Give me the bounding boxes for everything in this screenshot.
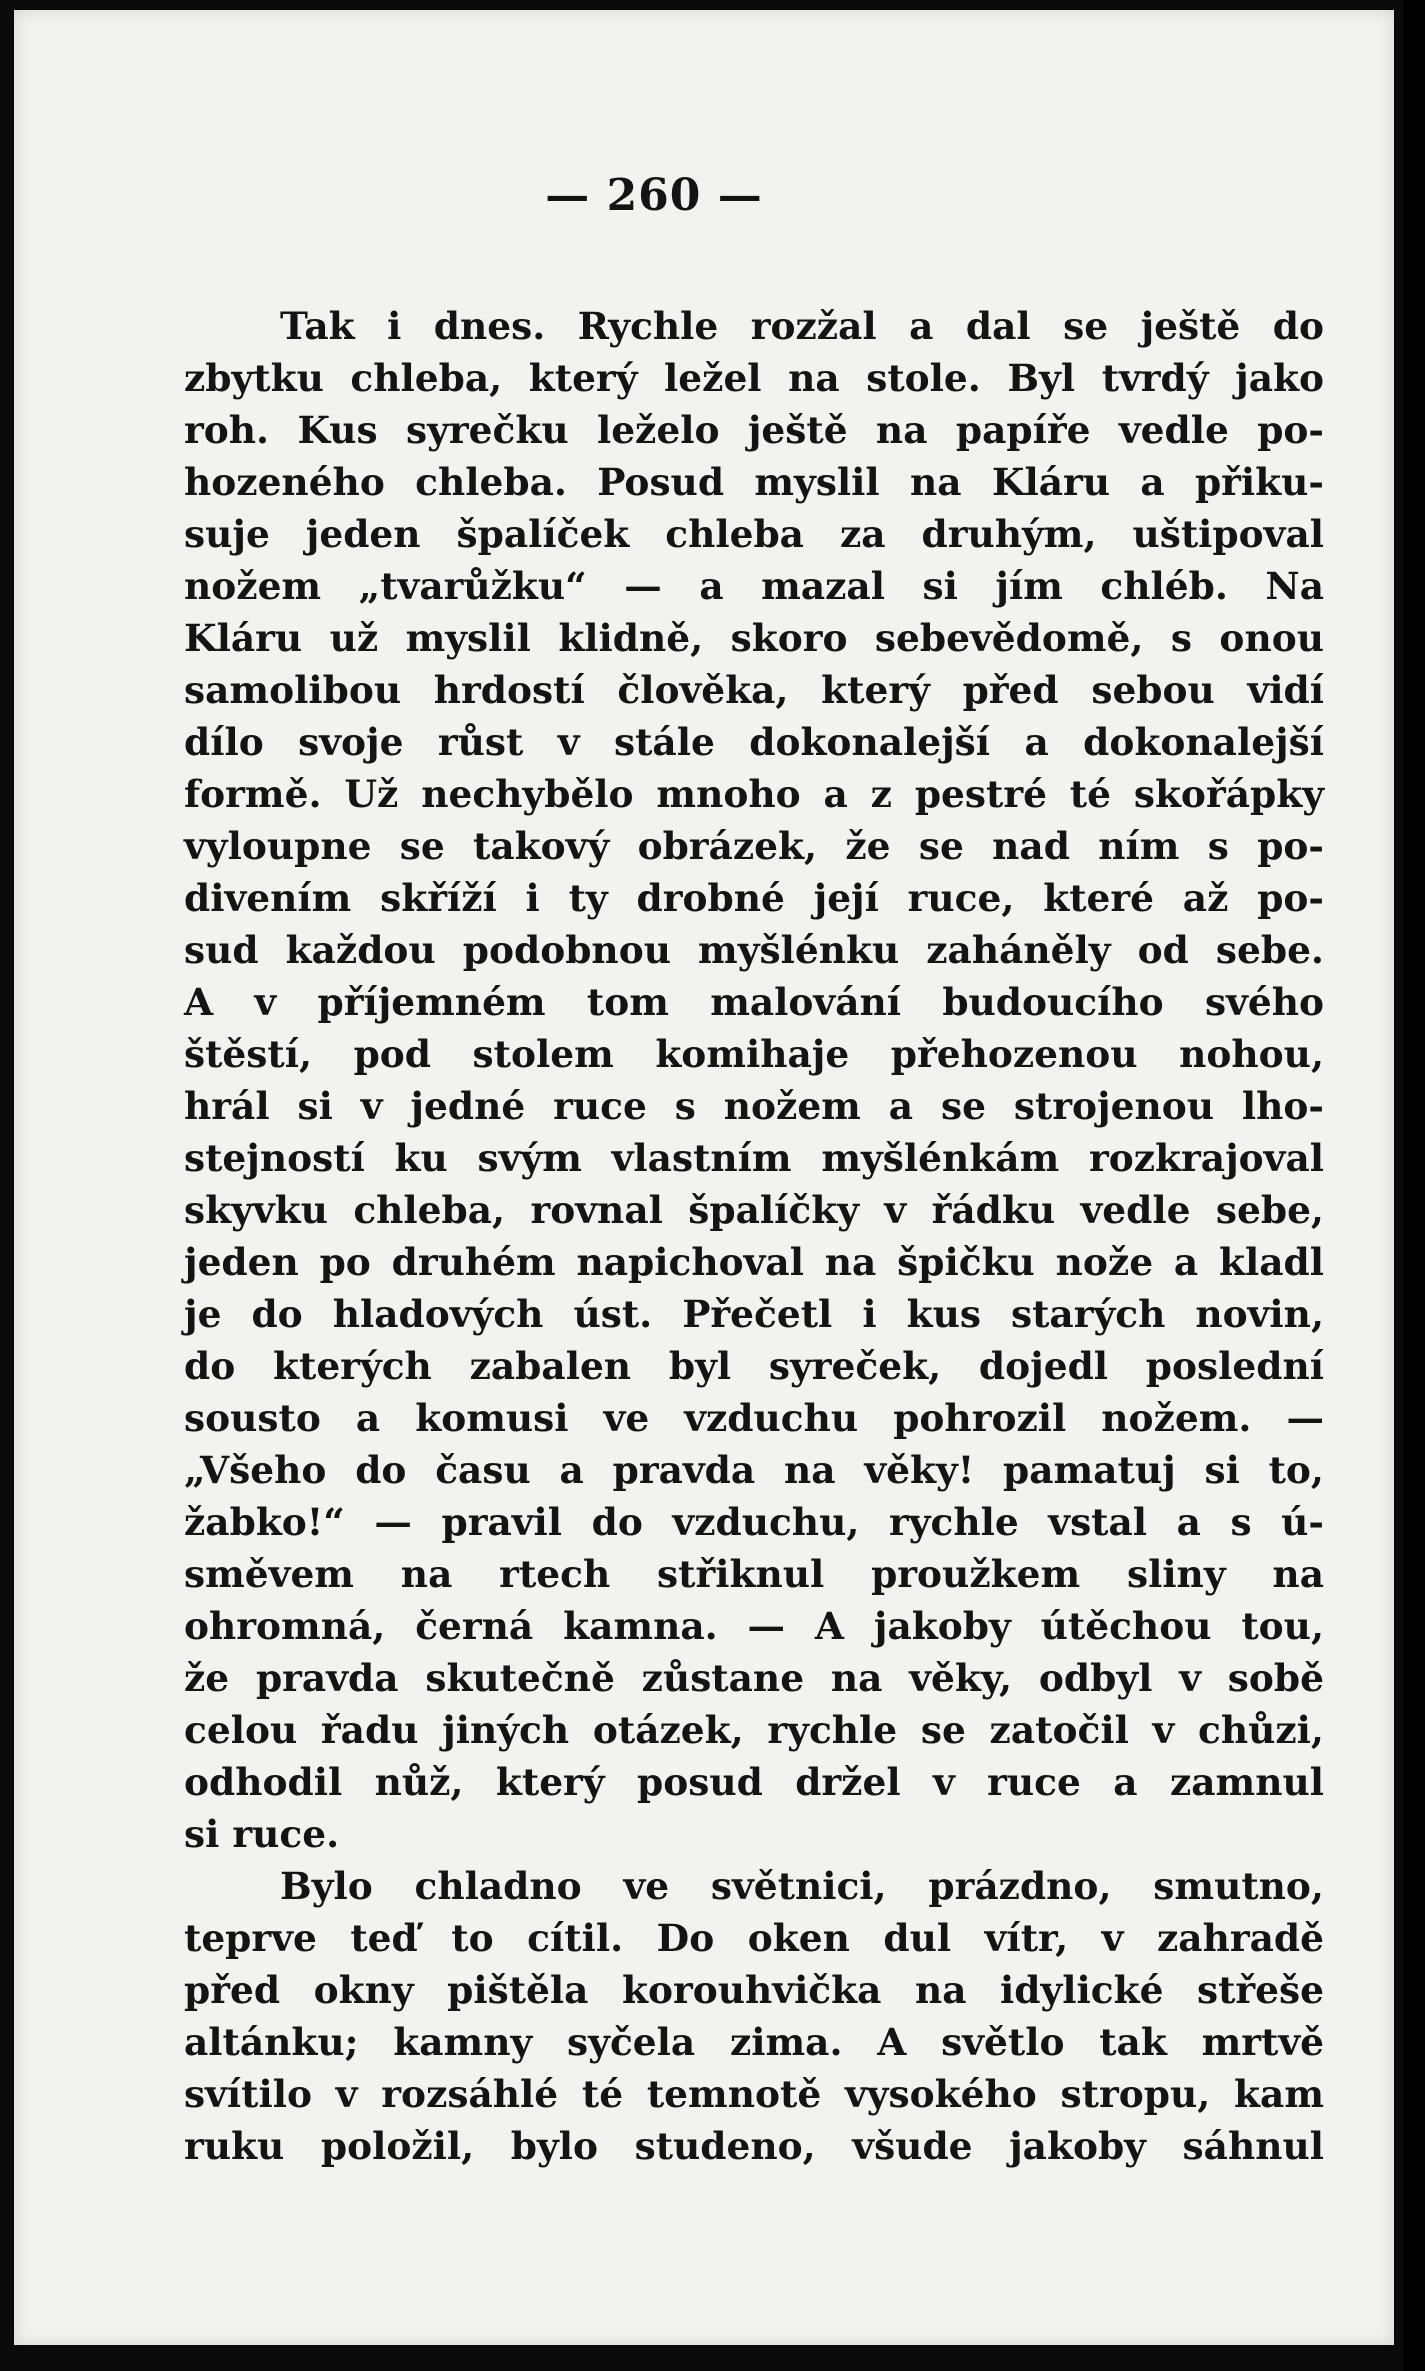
text-line: svítilo v rozsáhlé té temnotě vysokého stropu, kam <box>184 2072 1324 2116</box>
text-line: samolibou hrdostí člověka, který před sebou vidí <box>184 668 1324 712</box>
body-text <box>184 300 1324 2172</box>
book-page <box>14 10 1394 2345</box>
text-line: vyloupne se takový obrázek, že se nad ním s po- <box>184 824 1324 868</box>
text-line: odhodil nůž, který posud držel v ruce a zamnul <box>184 1760 1324 1804</box>
text-line: „Všeho do času a pravda na věky! pamatuj si to, <box>184 1448 1324 1492</box>
text-line: formě. Už nechybělo mnoho a z pestré té skořápky <box>184 772 1324 816</box>
text-line: před okny pištěla korouhvička na idylické střeše <box>184 1968 1324 2012</box>
scan-edge <box>1403 0 1425 2371</box>
text-line: dílo svoje růst v stále dokonalejší a dokonalejší <box>184 720 1324 764</box>
text-line: sousto a komusi ve vzduchu pohrozil nožem. — <box>184 1396 1324 1440</box>
page-number: — 260 — <box>545 170 763 221</box>
text-line: roh. Kus syrečku leželo ještě na papíře vedle po- <box>184 408 1324 452</box>
text-line: skyvku chleba, rovnal špalíčky v řádku vedle sebe, <box>184 1188 1324 1232</box>
text-line: hrál si v jedné ruce s nožem a se strojenou lho- <box>184 1084 1324 1128</box>
text-line: Kláru už myslil klidně, skoro sebevědomě, s onou <box>184 616 1324 660</box>
paragraph <box>184 1860 1324 2172</box>
text-line: jeden po druhém napichoval na špičku nože a kladl <box>184 1240 1324 1284</box>
text-line: Tak i dnes. Rychle rozžal a dal se ještě do <box>280 304 1324 348</box>
text-line: sud každou podobnou myšlénku zaháněly od sebe. <box>184 928 1324 972</box>
text-line: nožem „tvarůžku“ — a mazal si jím chléb. Na <box>184 564 1324 608</box>
text-line: si ruce. <box>184 1812 340 1856</box>
text-line: teprve teď to cítil. Do oken dul vítr, v zahradě <box>184 1916 1324 1960</box>
paragraph <box>184 300 1324 1860</box>
text-line: žabko!“ — pravil do vzduchu, rychle vstal a s ú- <box>184 1500 1324 1544</box>
text-line: štěstí, pod stolem komihaje přehozenou nohou, <box>184 1032 1324 1076</box>
text-line: divením skříží i ty drobné její ruce, které až po- <box>184 876 1324 920</box>
text-line: do kterých zabalen byl syreček, dojedl poslední <box>184 1344 1324 1388</box>
text-line: Bylo chladno ve světnici, prázdno, smutno, <box>280 1864 1324 1908</box>
text-line: altánku; kamny syčela zima. A světlo tak mrtvě <box>184 2020 1324 2064</box>
text-line: zbytku chleba, který ležel na stole. Byl tvrdý jako <box>184 356 1324 400</box>
text-line: je do hladových úst. Přečetl i kus starých novin, <box>184 1292 1324 1336</box>
text-line: hozeného chleba. Posud myslil na Kláru a přiku- <box>184 460 1324 504</box>
text-line: celou řadu jiných otázek, rychle se zatočil v chůzi, <box>184 1708 1324 1752</box>
text-line: stejností ku svým vlastním myšlénkám rozkrajoval <box>184 1136 1324 1180</box>
text-line: ohromná, černá kamna. — A jakoby útěchou tou, <box>184 1604 1324 1648</box>
text-line: ruku položil, bylo studeno, všude jakoby sáhnul <box>184 2124 1324 2168</box>
text-line: A v příjemném tom malování budoucího svého <box>184 980 1324 1024</box>
text-line: suje jeden špalíček chleba za druhým, uštipoval <box>184 512 1324 556</box>
text-line: že pravda skutečně zůstane na věky, odbyl v sobě <box>184 1656 1324 1700</box>
text-line: směvem na rtech střiknul proužkem sliny na <box>184 1552 1324 1596</box>
